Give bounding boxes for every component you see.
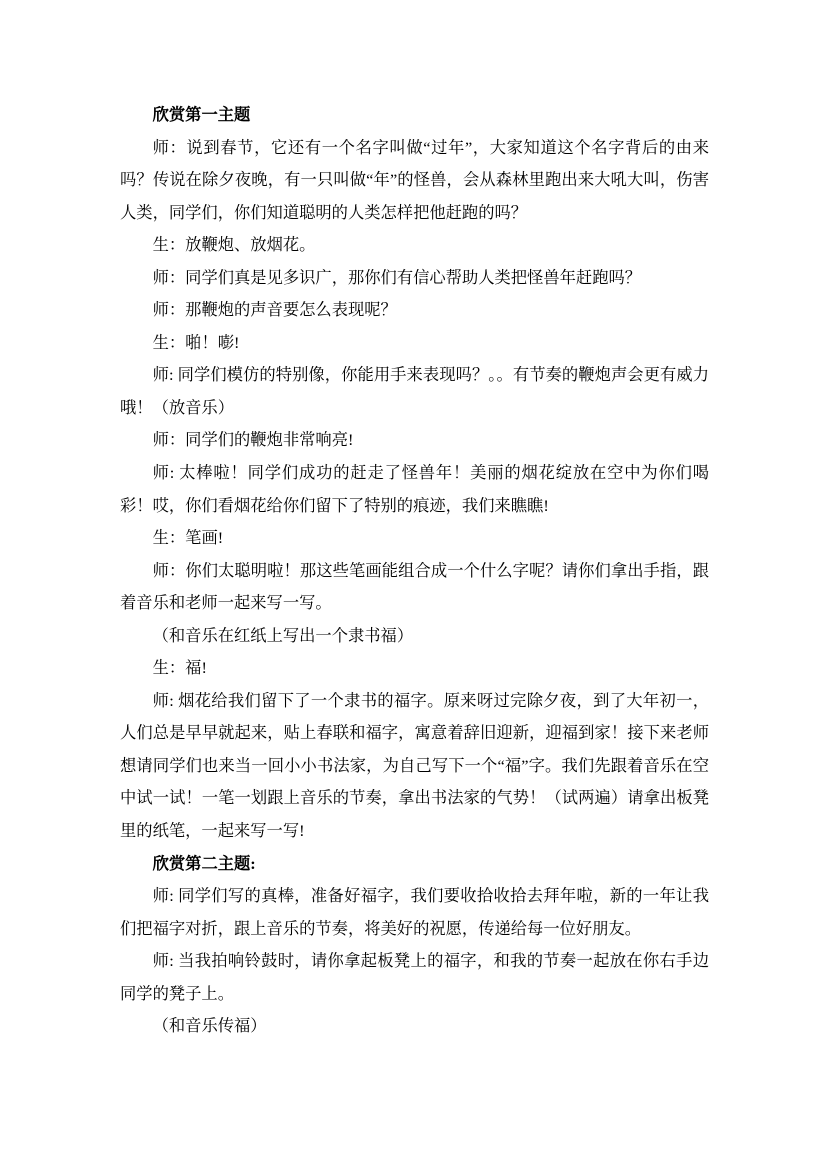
- teacher-dialogue-line: 师: 烟花给我们留下了一个隶书的福字。原来呀过完除夕夜，到了大年初一，人们总是早早就起来，贴上春联和福字，寓意着辞旧迎新，迎福到家！接下来老师想请同学们也来当一回小小书法家，为自己写下一个“福”字。我们先跟着音乐在空中试一试！一笔一划跟上音乐的节奏，拿出书法家的气势！（试两遍）请拿出板凳里的纸笔，一起来写一写!: [120, 690, 709, 841]
- student-dialogue-line: 生：福!: [152, 658, 207, 678]
- stage-direction: （和音乐在红纸上写出一个隶书福）: [152, 625, 414, 645]
- teacher-dialogue-line: 师：说到春节，它还有一个名字叫做“过年”，大家知道这个名字背后的由来吗？传说在除夕夜晚，有一只叫做“年”的怪兽，会从森林里跑出来大吼大叫，伤害人类，同学们，你们知道聪明的人类怎样把他赶跑的吗？: [120, 137, 709, 222]
- teacher-dialogue-line: 师：那鞭炮的声音要怎么表现呢？: [152, 300, 397, 320]
- teacher-dialogue-line: 师: 太棒啦！同学们成功的赶走了怪兽年！美丽的烟花绽放在空中为你们喝彩！哎，你们看烟花给你们留下了特别的痕迹，我们来瞧瞧!: [120, 463, 709, 515]
- stage-direction: （和音乐传福）: [152, 1016, 267, 1036]
- teacher-dialogue-line: 师: 同学们模仿的特别像，你能用手来表现吗？。。有节奏的鞭炮声会更有威力哦！（放音乐）: [120, 365, 709, 417]
- section-heading: 欣赏第一主题: [152, 105, 251, 124]
- section-heading: 欣赏第二主题:: [152, 853, 256, 873]
- teacher-dialogue-line: 师：你们太聪明啦！那这些笔画能组合成一个什么字呢？请你们拿出手指，跟着音乐和老师一起来写一写。: [120, 560, 709, 613]
- student-dialogue-line: 生：笔画!: [152, 528, 224, 548]
- student-dialogue-line: 生：放鞭炮、放烟花。: [152, 235, 316, 255]
- teacher-dialogue-line: 师：同学们的鞭炮非常响亮!: [152, 430, 354, 450]
- teacher-dialogue-line: 师: 同学们写的真棒，准备好福字，我们要收拾收拾去拜年啦，新的一年让我们把福字对折，跟上音乐的节奏，将美好的祝愿，传递给每一位好朋友。: [120, 886, 709, 938]
- student-dialogue-line: 生：啪！嘭!: [152, 332, 240, 352]
- teacher-dialogue-line: 师: 当我拍响铃鼓时，请你拿起板凳上的福字，和我的节奏一起放在你右手边同学的凳子上。: [120, 951, 709, 1003]
- teacher-dialogue-line: 师：同学们真是见多识广，那你们有信心帮助人类把怪兽年赶跑吗？: [152, 267, 642, 287]
- document-content: [120, 99, 709, 1043]
